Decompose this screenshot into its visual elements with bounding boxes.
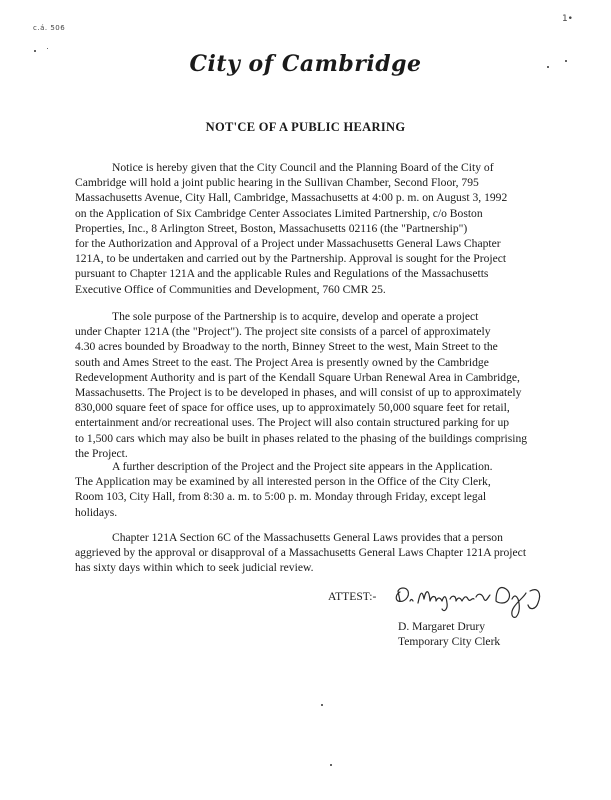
paragraph-judicial-review [75, 530, 548, 576]
corner-mark: 1• [561, 14, 573, 24]
document-stamp: c.á. 506 [33, 24, 66, 32]
text-line: Chapter 121A Section 6C of the Massachusetts General Laws provides that a person [112, 531, 503, 544]
text-line: 121A, to be undertaken and carried out by the Partnership. Approval is sought for the Project [75, 252, 507, 266]
text-line: to 1,500 cars which may also be built in phases related to the phasing of the buildings comprising [75, 431, 528, 445]
text-line: Massachusetts Avenue, City Hall, Cambridge, Massachusetts at 4:00 p. m. on August 3, 1992 [75, 191, 508, 205]
text-line: The sole purpose of the Partnership is to acquire, develop and operate a project [112, 310, 479, 323]
text-line: holidays. [75, 505, 118, 519]
text-line: 830,000 square feet of space for office uses, up to approximately 50,000 square feet for retail, [75, 401, 510, 415]
signer-name: D. Margaret Drury [398, 620, 486, 633]
text-line: The Application may be examined by all interested person in the Office of the City Clerk, [75, 475, 491, 489]
paragraph-application-description [75, 459, 548, 520]
text-line: has sixty days within which to seek judicial review. [75, 561, 314, 575]
handwritten-signature [392, 577, 557, 621]
text-line: Cambridge will hold a joint public hearing in the Sullivan Chamber, Second Floor, 795 [75, 176, 479, 190]
text-line: Notice is hereby given that the City Council and the Planning Board of the City of [112, 161, 494, 174]
scan-speck [330, 764, 332, 766]
text-line: Properties, Inc., 8 Arlington Street, Boston, Massachusetts 02116 (the "Partnership") [75, 221, 468, 235]
scan-speck [321, 704, 323, 706]
notice-title: NOT'CE OF A PUBLIC HEARING [205, 120, 406, 134]
paragraph-hearing-notice [75, 160, 548, 297]
text-line: south and Ames Street to the east. The Project Area is presently owned by the Cambridge [75, 355, 489, 369]
text-line: Executive Office of Communities and Development, 760 CMR 25. [75, 282, 386, 296]
text-line: entertainment and/or recreational uses. The Project will also contain structured parking for up [75, 416, 510, 430]
text-line: Redevelopment Authority and is part of the Kendall Square Urban Renewal Area in Cambridge, [75, 370, 520, 384]
text-line: the Project. [75, 446, 128, 460]
paragraph-project-purpose [75, 309, 548, 461]
attest-label: ATTEST:- [328, 590, 377, 603]
text-line: Massachusetts. The Project is to be developed in phases, and will consist of up to approximately [75, 386, 522, 400]
text-line: aggrieved by the approval or disapproval of a Massachusetts General Laws Chapter 121A project [75, 546, 527, 560]
text-line: under Chapter 121A (the "Project"). The project site consists of a parcel of approximately [75, 325, 491, 339]
text-line: pursuant to Chapter 121A and the applicable Rules and Regulations of the Massachusetts [75, 267, 489, 281]
text-line: on the Application of Six Cambridge Center Associates Limited Partnership, c/o Boston [75, 206, 483, 220]
scan-speck [47, 48, 48, 49]
text-line: Room 103, City Hall, from 8:30 a. m. to 5:00 p. m. Monday through Friday, except legal [75, 490, 487, 504]
text-line: 4.30 acres bounded by Broadway to the north, Binney Street to the west, Main Street to the [75, 340, 498, 354]
signer-title: Temporary City Clerk [398, 635, 501, 648]
letterhead-title: City of Cambridge [189, 51, 422, 77]
text-line: A further description of the Project and the Project site appears in the Application. [112, 460, 493, 473]
text-line: for the Authorization and Approval of a Project under Massachusetts General Laws Chapter [75, 237, 501, 251]
